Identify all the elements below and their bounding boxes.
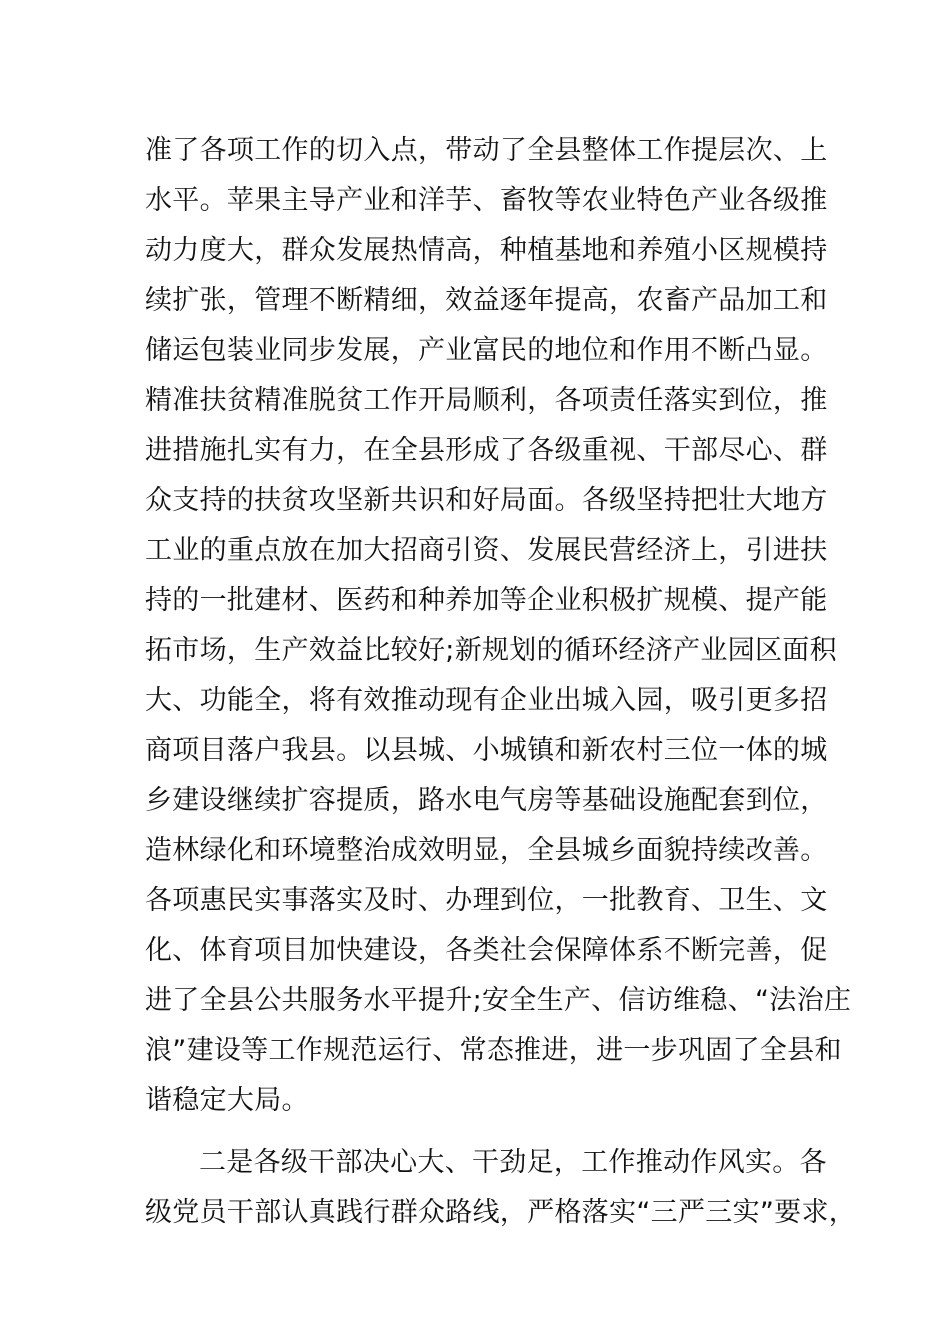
paragraph-1-line: 乡建设继续扩容提质，路水电气房等基础设施配套到位， bbox=[145, 785, 828, 816]
paragraph-1-line: 进措施扎实有力，在全县形成了各级重视、干部尽心、群 bbox=[145, 435, 828, 466]
paragraph-1-line: 储运包装业同步发展，产业富民的地位和作用不断凸显。 bbox=[145, 335, 828, 366]
paragraph-1-line: 造林绿化和环境整治成效明显，全县城乡面貌持续改善。 bbox=[145, 835, 828, 866]
paragraph-2-first-line: 二是各级干部决心大、干劲足，工作推动作风实。各 bbox=[199, 1147, 827, 1178]
paragraph-1-line: 各项惠民实事落实及时、办理到位，一批教育、卫生、文 bbox=[145, 885, 828, 916]
paragraph-1-line: 工业的重点放在加大招商引资、发展民营经济上，引进扶 bbox=[145, 535, 828, 566]
paragraph-1-line: 商项目落户我县。以县城、小城镇和新农村三位一体的城 bbox=[145, 735, 828, 766]
paragraph-1-line: 大、功能全，将有效推动现有企业出城入园，吸引更多招 bbox=[145, 685, 828, 716]
paragraph-spacer bbox=[145, 1126, 810, 1138]
paragraph-1-line: 水平。苹果主导产业和洋芋、畜牧等农业特色产业各级推 bbox=[145, 185, 828, 216]
paragraph-1-line: 进了全县公共服务水平提升;安全生产、信访维稳、“法治庄 bbox=[145, 985, 852, 1016]
paragraph-2 bbox=[145, 1138, 857, 1238]
paragraph-2-line: 级党员干部认真践行群众路线，严格落实“三严三实”要求， bbox=[145, 1197, 857, 1228]
paragraph-1 bbox=[145, 126, 852, 1126]
paragraph-1-line: 续扩张，管理不断精细，效益逐年提高，农畜产品加工和 bbox=[145, 285, 828, 316]
paragraph-1-line: 谐稳定大局。 bbox=[145, 1085, 309, 1116]
paragraph-1-line: 持的一批建材、医药和种养加等企业积极扩规模、提产能 bbox=[145, 585, 828, 616]
document-body bbox=[145, 126, 857, 1238]
paragraph-1-line: 准了各项工作的切入点，带动了全县整体工作提层次、上 bbox=[145, 135, 828, 166]
paragraph-1-line: 精准扶贫精准脱贫工作开局顺利，各项责任落实到位，推 bbox=[145, 385, 828, 416]
paragraph-1-line: 拓市场，生产效益比较好;新规划的循环经济产业园区面积 bbox=[145, 635, 837, 666]
paragraph-1-line: 动力度大，群众发展热情高，种植基地和养殖小区规模持 bbox=[145, 235, 828, 266]
paragraph-1-line: 浪”建设等工作规范运行、常态推进，进一步巩固了全县和 bbox=[145, 1035, 842, 1066]
paragraph-1-line: 化、体育项目加快建设，各类社会保障体系不断完善，促 bbox=[145, 935, 828, 966]
paragraph-1-line: 众支持的扶贫攻坚新共识和好局面。各级坚持把壮大地方 bbox=[145, 485, 828, 516]
